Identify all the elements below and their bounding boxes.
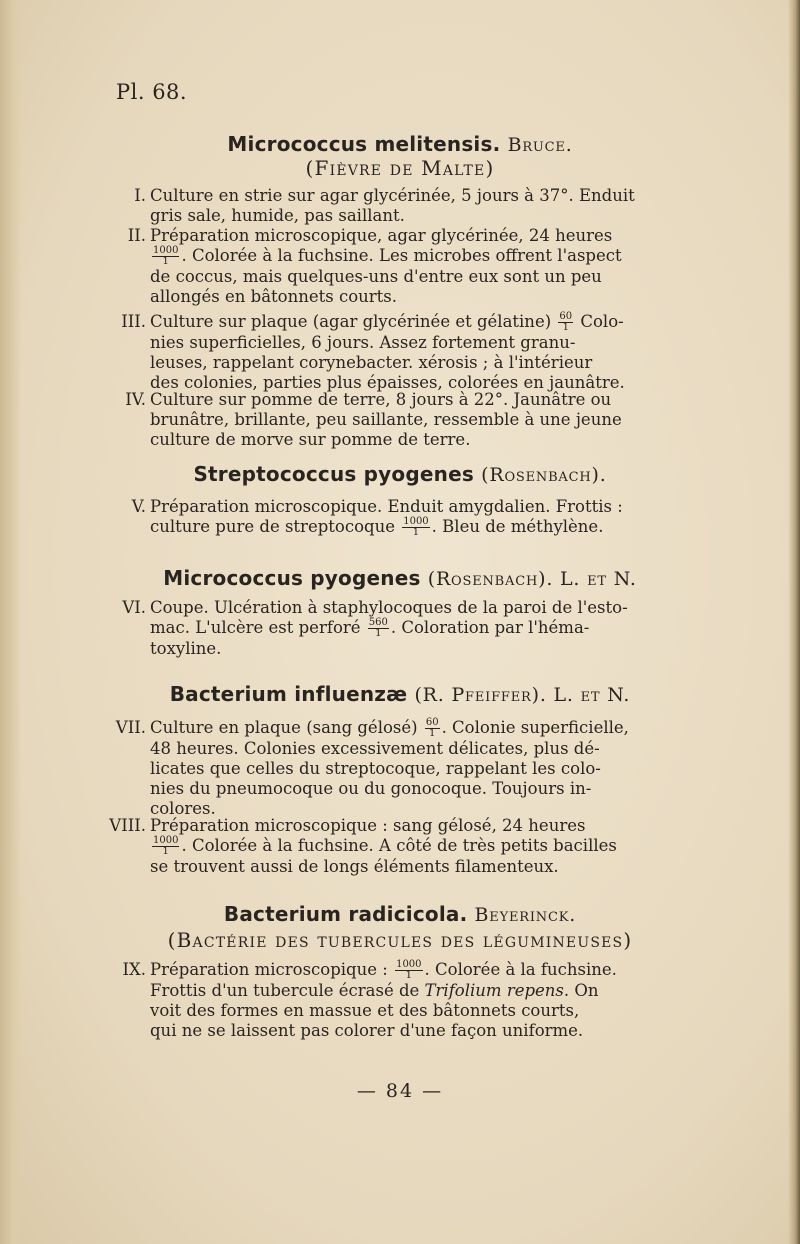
entry-I: I. Culture en strie sur agar glycérinée, 5 jours à 37°. Enduit gris sale, humide, pas saillant. (134, 186, 635, 225)
entry-III: III. Culture sur plaque (agar glycérinée et gélatine) $\frac{60}{1}$ Colo- nies superficielles, 6 jours. Assez fortement granu- leuses, rappelant corynebacter. xérosis ; à l'intérieur des colonies, parties plus épaisses, colorées en jaunâtre. (121, 311, 625, 392)
entry-V: V. Préparation microscopique. Enduit amygdalien. Frottis : culture pure de streptocoque $\frac{1000}{1}$ . Bleu de méthylène. (131, 497, 623, 538)
magnification-fraction: $\frac{1000}{1}$ (153, 245, 179, 267)
entry-VIII: VIII. Préparation microscopique : sang gélosé, 24 heures $\frac{1000}{1}$ . Colorée à la fuchsine. A côté de très petits bacilles se trouvent aussi de longs éléments filamenteux. (109, 816, 617, 876)
entry-VII: VII. Culture en plaque (sang gélosé) $\frac{60}{1}$ . Colonie superficielle, 48 heures. Colonies excessivement délicates, plus dé- licates que celles du streptocoque, rappelant les colo- nies du pneumocoque ou du gonocoque. Toujours in- colores. (115, 717, 629, 818)
binding-edge (0, 0, 22, 1244)
entry-IX: IX. Préparation microscopique : $\frac{1000}{1}$ . Colorée à la fuchsine. Frottis d'un tubercule écrasé de Trifolium repens. On voit des formes en massue et des bâtonnets courts, qui ne se laissent pas colorer d'une façon uniforme. (122, 959, 617, 1040)
plate-number: Pl. 68. (116, 80, 188, 104)
section-title-micrococcus-pyogenes: Micrococcus pyogenes (Rosenbach). L. et N. (163, 566, 637, 590)
entry-IV: IV. Culture sur pomme de terre, 8 jours à 22°. Jaunâtre ou brunâtre, brillante, peu saillante, ressemble à une jeune culture de morve sur pomme de terre. (125, 390, 622, 449)
magnification-fraction: $\frac{60}{1}$ (559, 311, 573, 333)
magnification-fraction: $\frac{1000}{1}$ (153, 835, 179, 857)
page-number: — 84 — (356, 1080, 444, 1102)
magnification-fraction: $\frac{1000}{1}$ (403, 516, 429, 538)
magnification-fraction: $\frac{560}{1}$ (368, 617, 388, 639)
section-subtitle: (Fièvre de Malte) (305, 156, 495, 180)
magnification-fraction: $\frac{1000}{1}$ (396, 959, 422, 981)
section-title-streptococcus-pyogenes: Streptococcus pyogenes (Rosenbach). (193, 462, 607, 486)
species-name: Trifolium repens (424, 981, 564, 1000)
section-title-micrococcus-melitensis: Micrococcus melitensis. Bruce. (227, 132, 573, 156)
section-title-bacterium-influenzae: Bacterium influenzæ (R. Pfeiffer). L. et N. (169, 682, 631, 706)
section-title-bacterium-radicicola: Bacterium radicicola. Beyerinck. (223, 902, 577, 926)
magnification-fraction: $\frac{60}{1}$ (425, 717, 439, 739)
page-edge (788, 0, 800, 1244)
entry-II: II. Préparation microscopique, agar glycérinée, 24 heures $\frac{1000}{1}$ . Colorée à la fuchsine. Les microbes offrent l'aspect de coccus, mais quelques-uns d'entre eux sont un peu allongés en bâtonnets courts. (127, 226, 622, 306)
entry-VI: VI. Coupe. Ulcération à staphylocoques de la paroi de l'esto- mac. L'ulcère est perforé $\frac{560}{1}$ . Coloration par l'héma- toxyline. (122, 598, 628, 658)
section-subtitle: (Bactérie des tubercules des légumineuses) (167, 928, 633, 952)
